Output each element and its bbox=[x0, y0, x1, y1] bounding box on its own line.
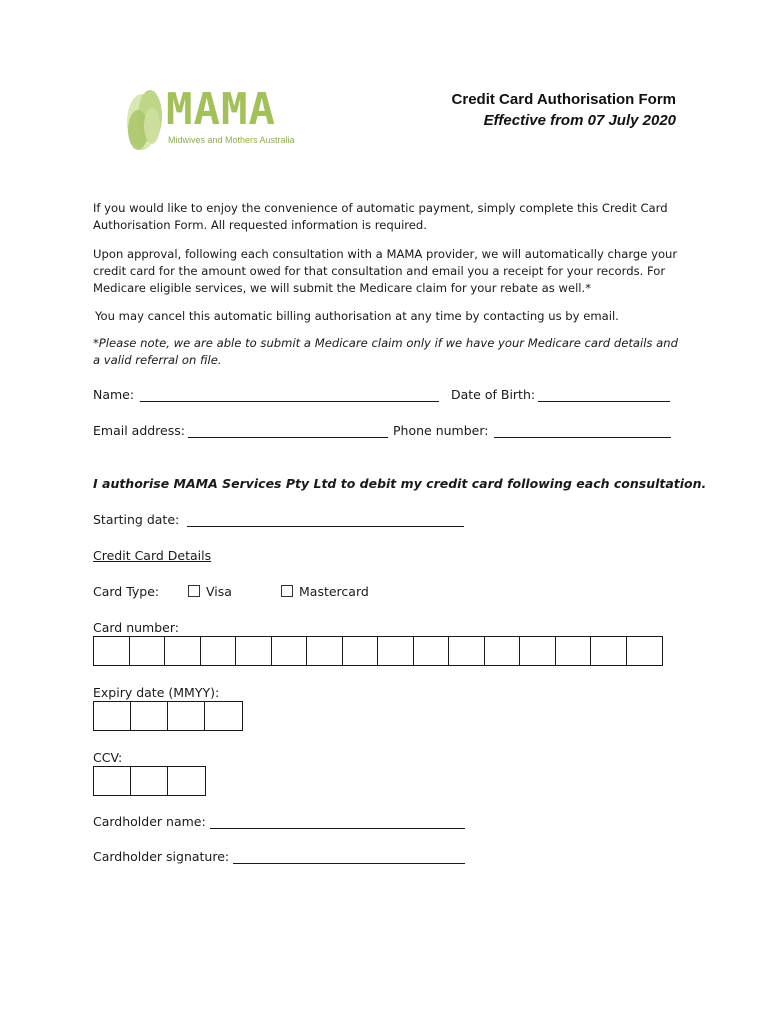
logo-subtitle: Midwives and Mothers Australia bbox=[168, 135, 295, 145]
card-digit-box[interactable] bbox=[414, 637, 450, 665]
card-digit-box[interactable] bbox=[130, 637, 166, 665]
effective-date: Effective from 07 July 2020 bbox=[483, 112, 676, 129]
cardholder-name-field[interactable] bbox=[210, 828, 465, 829]
card-number-grid[interactable] bbox=[93, 636, 663, 666]
card-digit-box[interactable] bbox=[449, 637, 485, 665]
card-digit-box[interactable] bbox=[520, 637, 556, 665]
card-digit-box[interactable] bbox=[165, 637, 201, 665]
intro-paragraph-1: If you would like to enjoy the convenience of automatic payment, simply complete this Credit Card Authorisation Form. All requested information is required. bbox=[93, 201, 668, 232]
starting-date-field[interactable] bbox=[187, 526, 464, 527]
mastercard-option[interactable] bbox=[281, 584, 369, 599]
card-digit-box[interactable] bbox=[94, 637, 130, 665]
intro-paragraph-2: Upon approval, following each consultation with a MAMA provider, we will automatically charge your credit card for the amount owed for that consultation and email you a receipt for your records. For Medicare eligible services, we will submit the Medicare claim for your rebate as well.* bbox=[93, 247, 678, 295]
expiry-digit-box[interactable] bbox=[94, 702, 131, 730]
medicare-note: *Please note, we are able to submit a Medicare claim only if we have your Medicare card details and a valid referral on file. bbox=[93, 336, 678, 367]
ccv-grid[interactable] bbox=[93, 766, 206, 796]
card-digit-box[interactable] bbox=[627, 637, 663, 665]
card-digit-box[interactable] bbox=[272, 637, 308, 665]
card-details-heading: Credit Card Details bbox=[93, 548, 212, 563]
name-label: Name: bbox=[93, 387, 135, 402]
expiry-grid[interactable] bbox=[93, 701, 243, 731]
expiry-digit-box[interactable] bbox=[168, 702, 205, 730]
starting-date-label: Starting date: bbox=[93, 512, 180, 527]
email-label: Email address: bbox=[93, 423, 185, 438]
ccv-label: CCV: bbox=[93, 750, 123, 765]
cardholder-name-label: Cardholder name: bbox=[93, 814, 206, 829]
ccv-digit-box[interactable] bbox=[94, 767, 131, 795]
phone-field[interactable] bbox=[494, 437, 671, 438]
phone-label: Phone number: bbox=[393, 423, 489, 438]
name-field[interactable] bbox=[140, 401, 439, 402]
ccv-digit-box[interactable] bbox=[168, 767, 205, 795]
leaf-logo-icon bbox=[122, 86, 166, 152]
card-digit-box[interactable] bbox=[343, 637, 379, 665]
visa-option[interactable] bbox=[188, 584, 232, 599]
dob-label: Date of Birth: bbox=[451, 387, 536, 402]
expiry-label: Expiry date (MMYY): bbox=[93, 685, 220, 700]
ccv-digit-box[interactable] bbox=[131, 767, 168, 795]
card-digit-box[interactable] bbox=[378, 637, 414, 665]
checkbox-icon[interactable] bbox=[281, 585, 293, 597]
card-number-label: Card number: bbox=[93, 620, 179, 635]
authorisation-statement: I authorise MAMA Services Pty Ltd to debit my credit card following each consultation. bbox=[93, 476, 707, 491]
mastercard-label: Mastercard bbox=[299, 584, 369, 599]
cardholder-signature-field[interactable] bbox=[233, 863, 465, 864]
card-digit-box[interactable] bbox=[236, 637, 272, 665]
email-field[interactable] bbox=[188, 437, 388, 438]
card-digit-box[interactable] bbox=[556, 637, 592, 665]
expiry-digit-box[interactable] bbox=[205, 702, 242, 730]
card-digit-box[interactable] bbox=[201, 637, 237, 665]
form-title: Credit Card Authorisation Form bbox=[451, 91, 676, 108]
card-digit-box[interactable] bbox=[591, 637, 627, 665]
form-title-block bbox=[452, 89, 676, 131]
logo-wordmark: MAMA bbox=[166, 84, 276, 135]
mama-logo bbox=[122, 86, 312, 152]
expiry-digit-box[interactable] bbox=[131, 702, 168, 730]
card-digit-box[interactable] bbox=[307, 637, 343, 665]
card-type-label: Card Type: bbox=[93, 584, 160, 599]
visa-label: Visa bbox=[206, 584, 232, 599]
checkbox-icon[interactable] bbox=[188, 585, 200, 597]
dob-field[interactable] bbox=[538, 401, 670, 402]
cardholder-signature-label: Cardholder signature: bbox=[93, 849, 230, 864]
intro-paragraph-3: You may cancel this automatic billing authorisation at any time by contacting us by email. bbox=[95, 309, 619, 323]
card-digit-box[interactable] bbox=[485, 637, 521, 665]
